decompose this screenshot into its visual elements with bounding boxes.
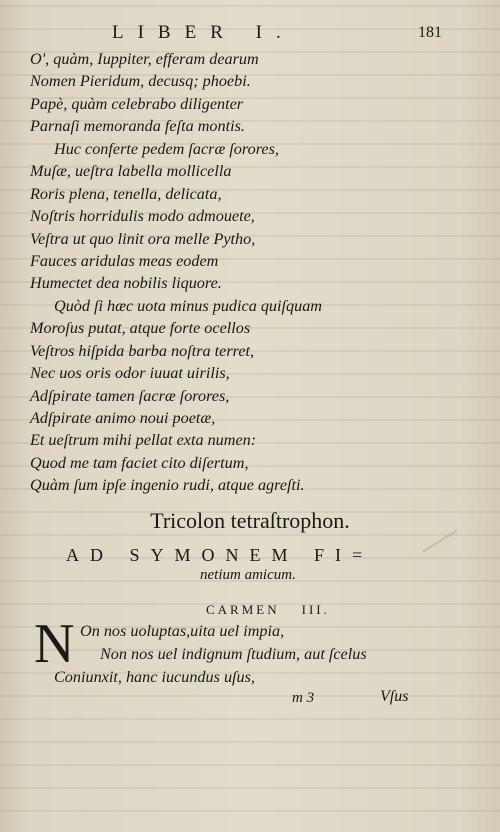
verse-line: Quod me tam faciet cito diſertum, bbox=[30, 453, 249, 472]
page-header bbox=[112, 22, 442, 44]
verse-line: Huc conferte pedem ſacræ ſorores, bbox=[54, 139, 279, 158]
verse-line: Moroſus putat, atque forte ocellos bbox=[30, 319, 251, 338]
verse-line: Nomen Pieridum, decusq; phoebi. bbox=[30, 72, 251, 91]
signature-mark: m 3 bbox=[292, 690, 315, 706]
verse-block bbox=[30, 48, 470, 497]
carmen-label: CARMEN bbox=[206, 602, 280, 617]
verse-line: Quàm ſum ipſe ingenio rudi, atque agreſti. bbox=[30, 476, 305, 495]
drop-cap: N bbox=[34, 613, 75, 675]
section-title: Tricolon tetraſtrophon. bbox=[150, 508, 350, 533]
verse-line: O', quàm, Iuppiter, efferam dearum bbox=[30, 50, 259, 68]
running-head: LIBER I. bbox=[112, 22, 295, 43]
catchword: Vſus bbox=[380, 688, 409, 705]
verse-line: Adſpirate animo noui poetæ, bbox=[30, 409, 216, 427]
verse-line: Noſtris horridulis modo admouete, bbox=[30, 207, 255, 226]
verse-line: Et ueſtrum mihi pellat exta numen: bbox=[30, 431, 257, 450]
verse-line: Nec uos oris odor iuuat uirilis, bbox=[30, 364, 230, 383]
dedication-subheading: netium amicum. bbox=[200, 567, 296, 583]
verse-line: Parnaſi memoranda feſta montis. bbox=[30, 117, 245, 136]
verse-line: Fauces aridulas meas eodem bbox=[30, 251, 219, 270]
poem-line: Non nos uel indignum ſtudium, aut ſcelus bbox=[100, 645, 367, 663]
carmen-heading bbox=[206, 602, 330, 618]
verse-line: Quòd ſi hæc uota minus pudica quiſquam bbox=[54, 296, 322, 315]
dedication-heading: AD SYMONEM FI= bbox=[66, 545, 374, 565]
verse-line: Veſtra ut quo linit ora melle Pytho, bbox=[30, 229, 256, 248]
page-number: 181 bbox=[418, 24, 442, 41]
verse-line: Veſtros hiſpida barba noſtra terret, bbox=[30, 341, 255, 360]
carmen-number: III. bbox=[301, 602, 330, 617]
verse-line: Roris plena, tenella, delicata, bbox=[30, 184, 222, 203]
verse-line: Humectet dea nobilis liquore. bbox=[30, 274, 222, 293]
poem-line: On nos uoluptas,uita uel impia, bbox=[80, 622, 285, 640]
verse-line: Adſpirate tamen ſacræ ſorores, bbox=[30, 386, 230, 405]
verse-line: Papè, quàm celebrabo diligenter bbox=[30, 94, 244, 113]
poem-block bbox=[54, 620, 480, 689]
verse-line: Muſæ, ueſtra labella mollicella bbox=[30, 162, 232, 181]
poem-line: Coniunxit, hanc iucundus uſus, bbox=[54, 668, 255, 686]
